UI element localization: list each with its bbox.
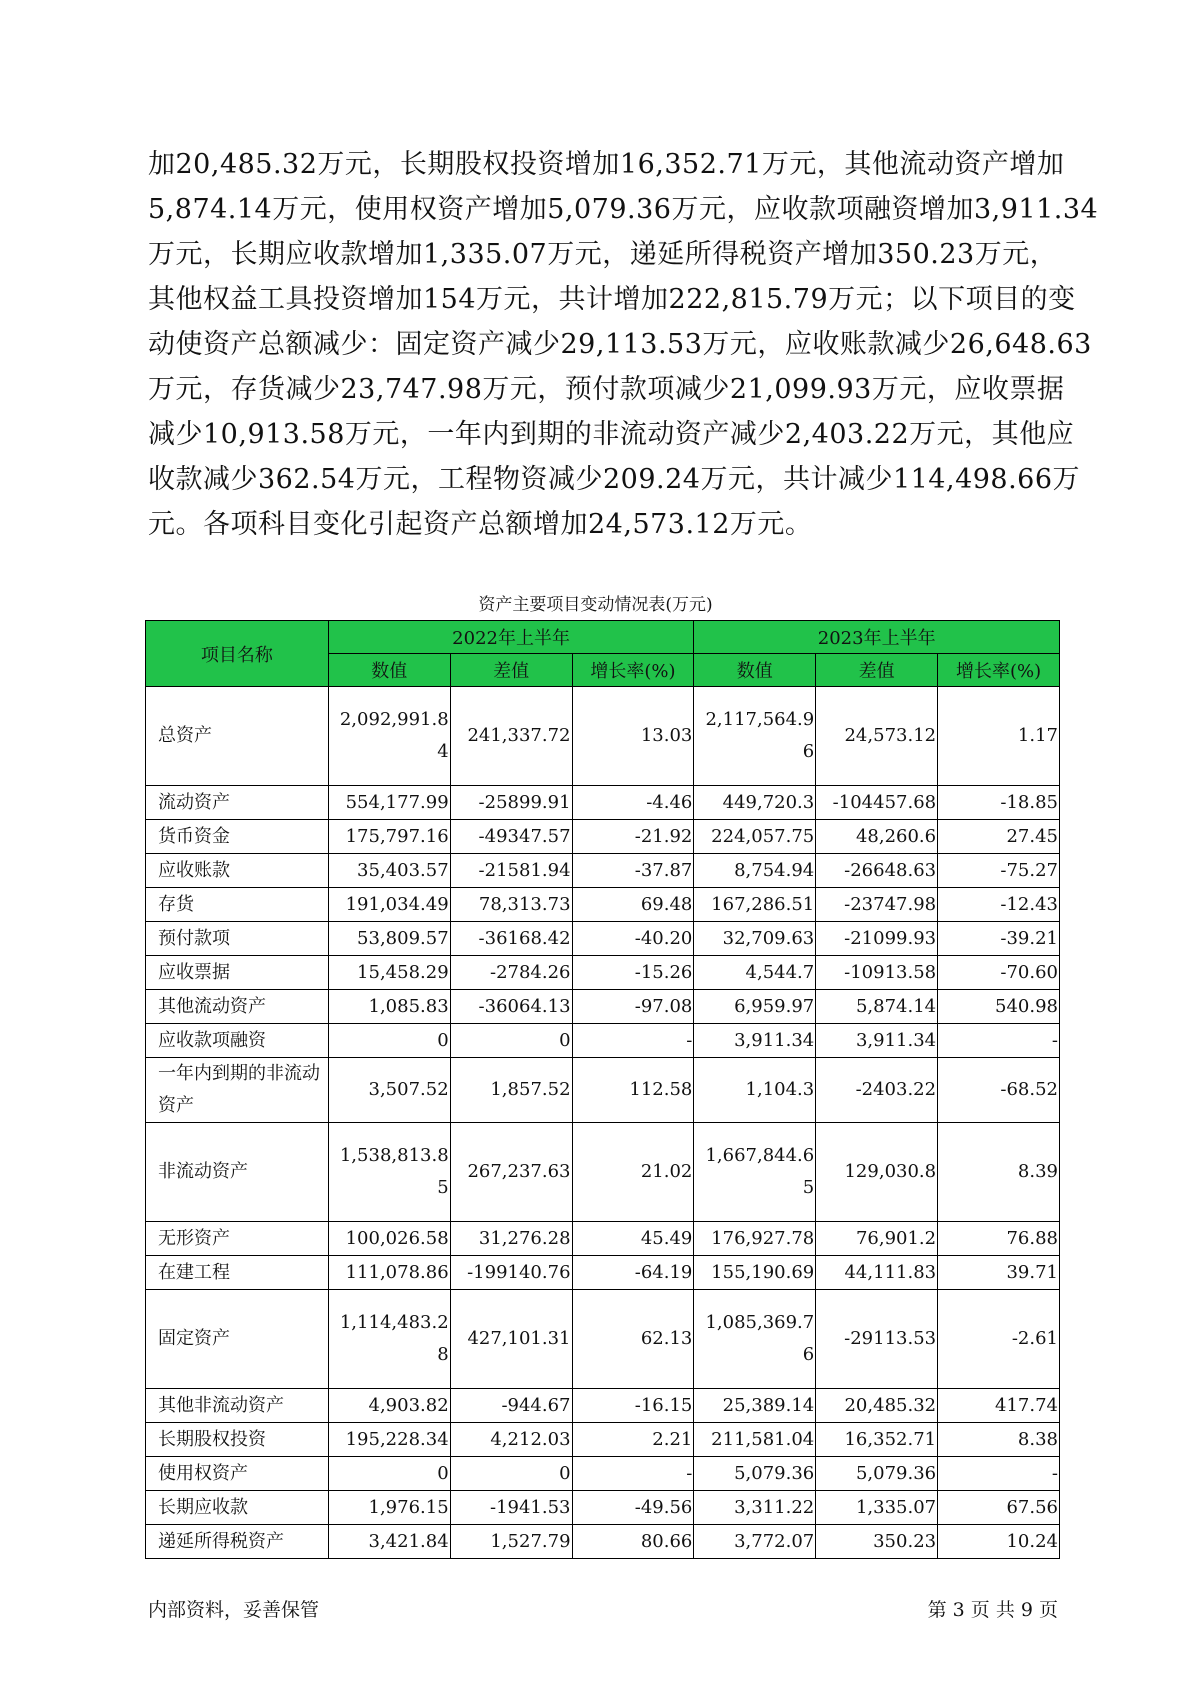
row-cell: -70.60	[938, 956, 1060, 990]
table-row	[146, 1457, 1060, 1491]
row-cell: 3,507.52	[328, 1058, 450, 1123]
row-item-name: 其他流动资产	[146, 990, 329, 1024]
row-cell: 1,114,483.28	[328, 1290, 450, 1389]
table-row	[146, 1491, 1060, 1525]
table-row	[146, 820, 1060, 854]
row-item-name: 应收票据	[146, 956, 329, 990]
row-cell: -26648.63	[816, 854, 938, 888]
row-cell: 20,485.32	[816, 1389, 938, 1423]
row-item-name: 固定资产	[146, 1290, 329, 1389]
row-cell: -29113.53	[816, 1290, 938, 1389]
row-cell: 540.98	[938, 990, 1060, 1024]
table-row	[146, 1290, 1060, 1389]
row-cell: 241,337.72	[450, 687, 572, 786]
row-item-name: 应收账款	[146, 854, 329, 888]
row-cell: -104457.68	[816, 786, 938, 820]
row-cell: 62.13	[572, 1290, 694, 1389]
header-growth-rate: 增长率(%)	[572, 654, 694, 687]
paragraph-line: 加20,485.32万元，长期股权投资增加16,352.71万元，其他流动资产增加	[148, 149, 1065, 180]
paragraph-line: 5,874.14万元，使用权资产增加5,079.36万元，应收款项融资增加3,911.34	[148, 194, 1099, 225]
paragraph-line: 万元，长期应收款增加1,335.07万元，递延所得税资产增加350.23万元，	[148, 239, 1058, 270]
row-cell: 1,857.52	[450, 1058, 572, 1123]
table-row	[146, 687, 1060, 786]
row-cell: -37.87	[572, 854, 694, 888]
table-caption: 资产主要项目变动情况表(万元)	[478, 595, 713, 615]
row-cell: 8.39	[938, 1123, 1060, 1222]
row-item-name: 无形资产	[146, 1222, 329, 1256]
row-cell: 224,057.75	[694, 820, 816, 854]
row-item-name: 使用权资产	[146, 1457, 329, 1491]
paragraph-line: 万元，存货减少23,747.98万元，预付款项减少21,099.93万元，应收票据	[148, 374, 1065, 405]
table-row	[146, 1123, 1060, 1222]
row-cell: -4.46	[572, 786, 694, 820]
row-cell: 1.17	[938, 687, 1060, 786]
row-cell: 417.74	[938, 1389, 1060, 1423]
row-cell: -40.20	[572, 922, 694, 956]
row-item-name: 流动资产	[146, 786, 329, 820]
row-cell: 13.03	[572, 687, 694, 786]
row-item-name: 其他非流动资产	[146, 1389, 329, 1423]
row-cell: 100,026.58	[328, 1222, 450, 1256]
row-cell: -	[938, 1457, 1060, 1491]
table-body	[146, 687, 1060, 1559]
row-cell: 35,403.57	[328, 854, 450, 888]
row-cell: -10913.58	[816, 956, 938, 990]
row-cell: -2.61	[938, 1290, 1060, 1389]
header-item-name: 项目名称	[146, 621, 329, 687]
row-cell: 1,104.3	[694, 1058, 816, 1123]
row-cell: 45.49	[572, 1222, 694, 1256]
table-row	[146, 922, 1060, 956]
row-cell: 78,313.73	[450, 888, 572, 922]
row-cell: 32,709.63	[694, 922, 816, 956]
table-row	[146, 1525, 1060, 1559]
row-cell: -199140.76	[450, 1256, 572, 1290]
row-cell: -25899.91	[450, 786, 572, 820]
row-cell: 31,276.28	[450, 1222, 572, 1256]
row-cell: -36064.13	[450, 990, 572, 1024]
row-cell: -49.56	[572, 1491, 694, 1525]
row-item-name: 货币资金	[146, 820, 329, 854]
row-cell: 1,085.83	[328, 990, 450, 1024]
row-item-name: 非流动资产	[146, 1123, 329, 1222]
row-item-name: 递延所得税资产	[146, 1525, 329, 1559]
footer-confidential-note: 内部资料，妥善保管	[148, 1599, 320, 1621]
row-cell: 0	[450, 1457, 572, 1491]
row-cell: 6,959.97	[694, 990, 816, 1024]
paragraph-line: 其他权益工具投资增加154万元，共计增加222,815.79万元；以下项目的变	[148, 284, 1076, 315]
row-cell: 1,085,369.76	[694, 1290, 816, 1389]
table-row	[146, 854, 1060, 888]
row-cell: -	[572, 1024, 694, 1058]
row-cell: -39.21	[938, 922, 1060, 956]
row-cell: -1941.53	[450, 1491, 572, 1525]
table-row	[146, 1024, 1060, 1058]
row-cell: 5,874.14	[816, 990, 938, 1024]
row-cell: 76.88	[938, 1222, 1060, 1256]
row-cell: 4,903.82	[328, 1389, 450, 1423]
header-difference: 差值	[816, 654, 938, 687]
row-cell: 427,101.31	[450, 1290, 572, 1389]
row-cell: 2,092,991.84	[328, 687, 450, 786]
paragraph-line: 收款减少362.54万元，工程物资减少209.24万元，共计减少114,498.66万	[148, 464, 1081, 495]
row-cell: 44,111.83	[816, 1256, 938, 1290]
row-item-name: 在建工程	[146, 1256, 329, 1290]
row-cell: 267,237.63	[450, 1123, 572, 1222]
row-cell: 8,754.94	[694, 854, 816, 888]
row-cell: 0	[328, 1024, 450, 1058]
row-cell: -944.67	[450, 1389, 572, 1423]
row-item-name: 长期股权投资	[146, 1423, 329, 1457]
row-cell: -12.43	[938, 888, 1060, 922]
row-item-name: 长期应收款	[146, 1491, 329, 1525]
row-cell: 449,720.3	[694, 786, 816, 820]
row-cell: -2784.26	[450, 956, 572, 990]
row-cell: 1,335.07	[816, 1491, 938, 1525]
row-cell: 1,667,844.65	[694, 1123, 816, 1222]
table-row	[146, 1222, 1060, 1256]
row-cell: -15.26	[572, 956, 694, 990]
header-value: 数值	[694, 654, 816, 687]
row-cell: 3,311.22	[694, 1491, 816, 1525]
table-row	[146, 956, 1060, 990]
row-cell: 16,352.71	[816, 1423, 938, 1457]
row-cell: 211,581.04	[694, 1423, 816, 1457]
row-cell: 69.48	[572, 888, 694, 922]
paragraph-line: 动使资产总额减少：固定资产减少29,113.53万元，应收账款减少26,648.63	[148, 329, 1092, 360]
row-cell: 0	[450, 1024, 572, 1058]
row-item-name: 应收款项融资	[146, 1024, 329, 1058]
row-item-name: 预付款项	[146, 922, 329, 956]
row-cell: 3,911.34	[816, 1024, 938, 1058]
row-cell: -75.27	[938, 854, 1060, 888]
row-cell: -49347.57	[450, 820, 572, 854]
row-cell: 2.21	[572, 1423, 694, 1457]
row-cell: 111,078.86	[328, 1256, 450, 1290]
row-cell: 67.56	[938, 1491, 1060, 1525]
row-cell: 24,573.12	[816, 687, 938, 786]
row-cell: 15,458.29	[328, 956, 450, 990]
row-cell: -16.15	[572, 1389, 694, 1423]
header-difference: 差值	[450, 654, 572, 687]
row-cell: 3,911.34	[694, 1024, 816, 1058]
row-cell: 76,901.2	[816, 1222, 938, 1256]
row-cell: 0	[328, 1457, 450, 1491]
row-cell: 21.02	[572, 1123, 694, 1222]
body-paragraph	[148, 142, 1099, 547]
paragraph-line: 减少10,913.58万元，一年内到期的非流动资产减少2,403.22万元，其他应	[148, 419, 1075, 450]
row-cell: -64.19	[572, 1256, 694, 1290]
row-cell: 27.45	[938, 820, 1060, 854]
table-row	[146, 1389, 1060, 1423]
row-cell: 80.66	[572, 1525, 694, 1559]
table-row	[146, 1256, 1060, 1290]
table-row	[146, 888, 1060, 922]
row-cell: 129,030.8	[816, 1123, 938, 1222]
table-row	[146, 786, 1060, 820]
header-period-2023: 2023年上半年	[694, 621, 1060, 654]
row-cell: 1,538,813.85	[328, 1123, 450, 1222]
row-cell: 167,286.51	[694, 888, 816, 922]
row-cell: 554,177.99	[328, 786, 450, 820]
row-cell: 350.23	[816, 1525, 938, 1559]
row-cell: 8.38	[938, 1423, 1060, 1457]
row-cell: 3,421.84	[328, 1525, 450, 1559]
row-cell: 39.71	[938, 1256, 1060, 1290]
header-growth-rate: 增长率(%)	[938, 654, 1060, 687]
row-cell: -21581.94	[450, 854, 572, 888]
row-cell: 5,079.36	[694, 1457, 816, 1491]
row-cell: 10.24	[938, 1525, 1060, 1559]
row-cell: 112.58	[572, 1058, 694, 1123]
row-cell: 195,228.34	[328, 1423, 450, 1457]
row-cell: 191,034.49	[328, 888, 450, 922]
asset-change-table	[145, 620, 1060, 1559]
row-cell: -36168.42	[450, 922, 572, 956]
header-period-2022: 2022年上半年	[328, 621, 694, 654]
header-value: 数值	[328, 654, 450, 687]
row-cell: -21099.93	[816, 922, 938, 956]
row-cell: -18.85	[938, 786, 1060, 820]
paragraph-line: 元。各项科目变化引起资产总额增加24,573.12万元。	[148, 509, 813, 540]
row-cell: 155,190.69	[694, 1256, 816, 1290]
row-cell: 53,809.57	[328, 922, 450, 956]
row-item-name: 一年内到期的非流动资产	[146, 1058, 329, 1123]
row-cell: 48,260.6	[816, 820, 938, 854]
row-cell: 176,927.78	[694, 1222, 816, 1256]
row-cell: 4,544.7	[694, 956, 816, 990]
row-cell: 175,797.16	[328, 820, 450, 854]
table-row	[146, 1058, 1060, 1123]
row-cell: -2403.22	[816, 1058, 938, 1123]
row-cell: -97.08	[572, 990, 694, 1024]
row-item-name: 总资产	[146, 687, 329, 786]
row-cell: 1,976.15	[328, 1491, 450, 1525]
row-cell: 5,079.36	[816, 1457, 938, 1491]
table-row	[146, 1423, 1060, 1457]
row-cell: -	[572, 1457, 694, 1491]
row-cell: -23747.98	[816, 888, 938, 922]
row-cell: 3,772.07	[694, 1525, 816, 1559]
row-cell: 4,212.03	[450, 1423, 572, 1457]
table-row	[146, 990, 1060, 1024]
row-cell: 25,389.14	[694, 1389, 816, 1423]
row-cell: 1,527.79	[450, 1525, 572, 1559]
row-cell: -21.92	[572, 820, 694, 854]
row-cell: 2,117,564.96	[694, 687, 816, 786]
footer-page-number: 第 3 页 共 9 页	[927, 1599, 1058, 1621]
row-cell: -	[938, 1024, 1060, 1058]
row-item-name: 存货	[146, 888, 329, 922]
row-cell: -68.52	[938, 1058, 1060, 1123]
